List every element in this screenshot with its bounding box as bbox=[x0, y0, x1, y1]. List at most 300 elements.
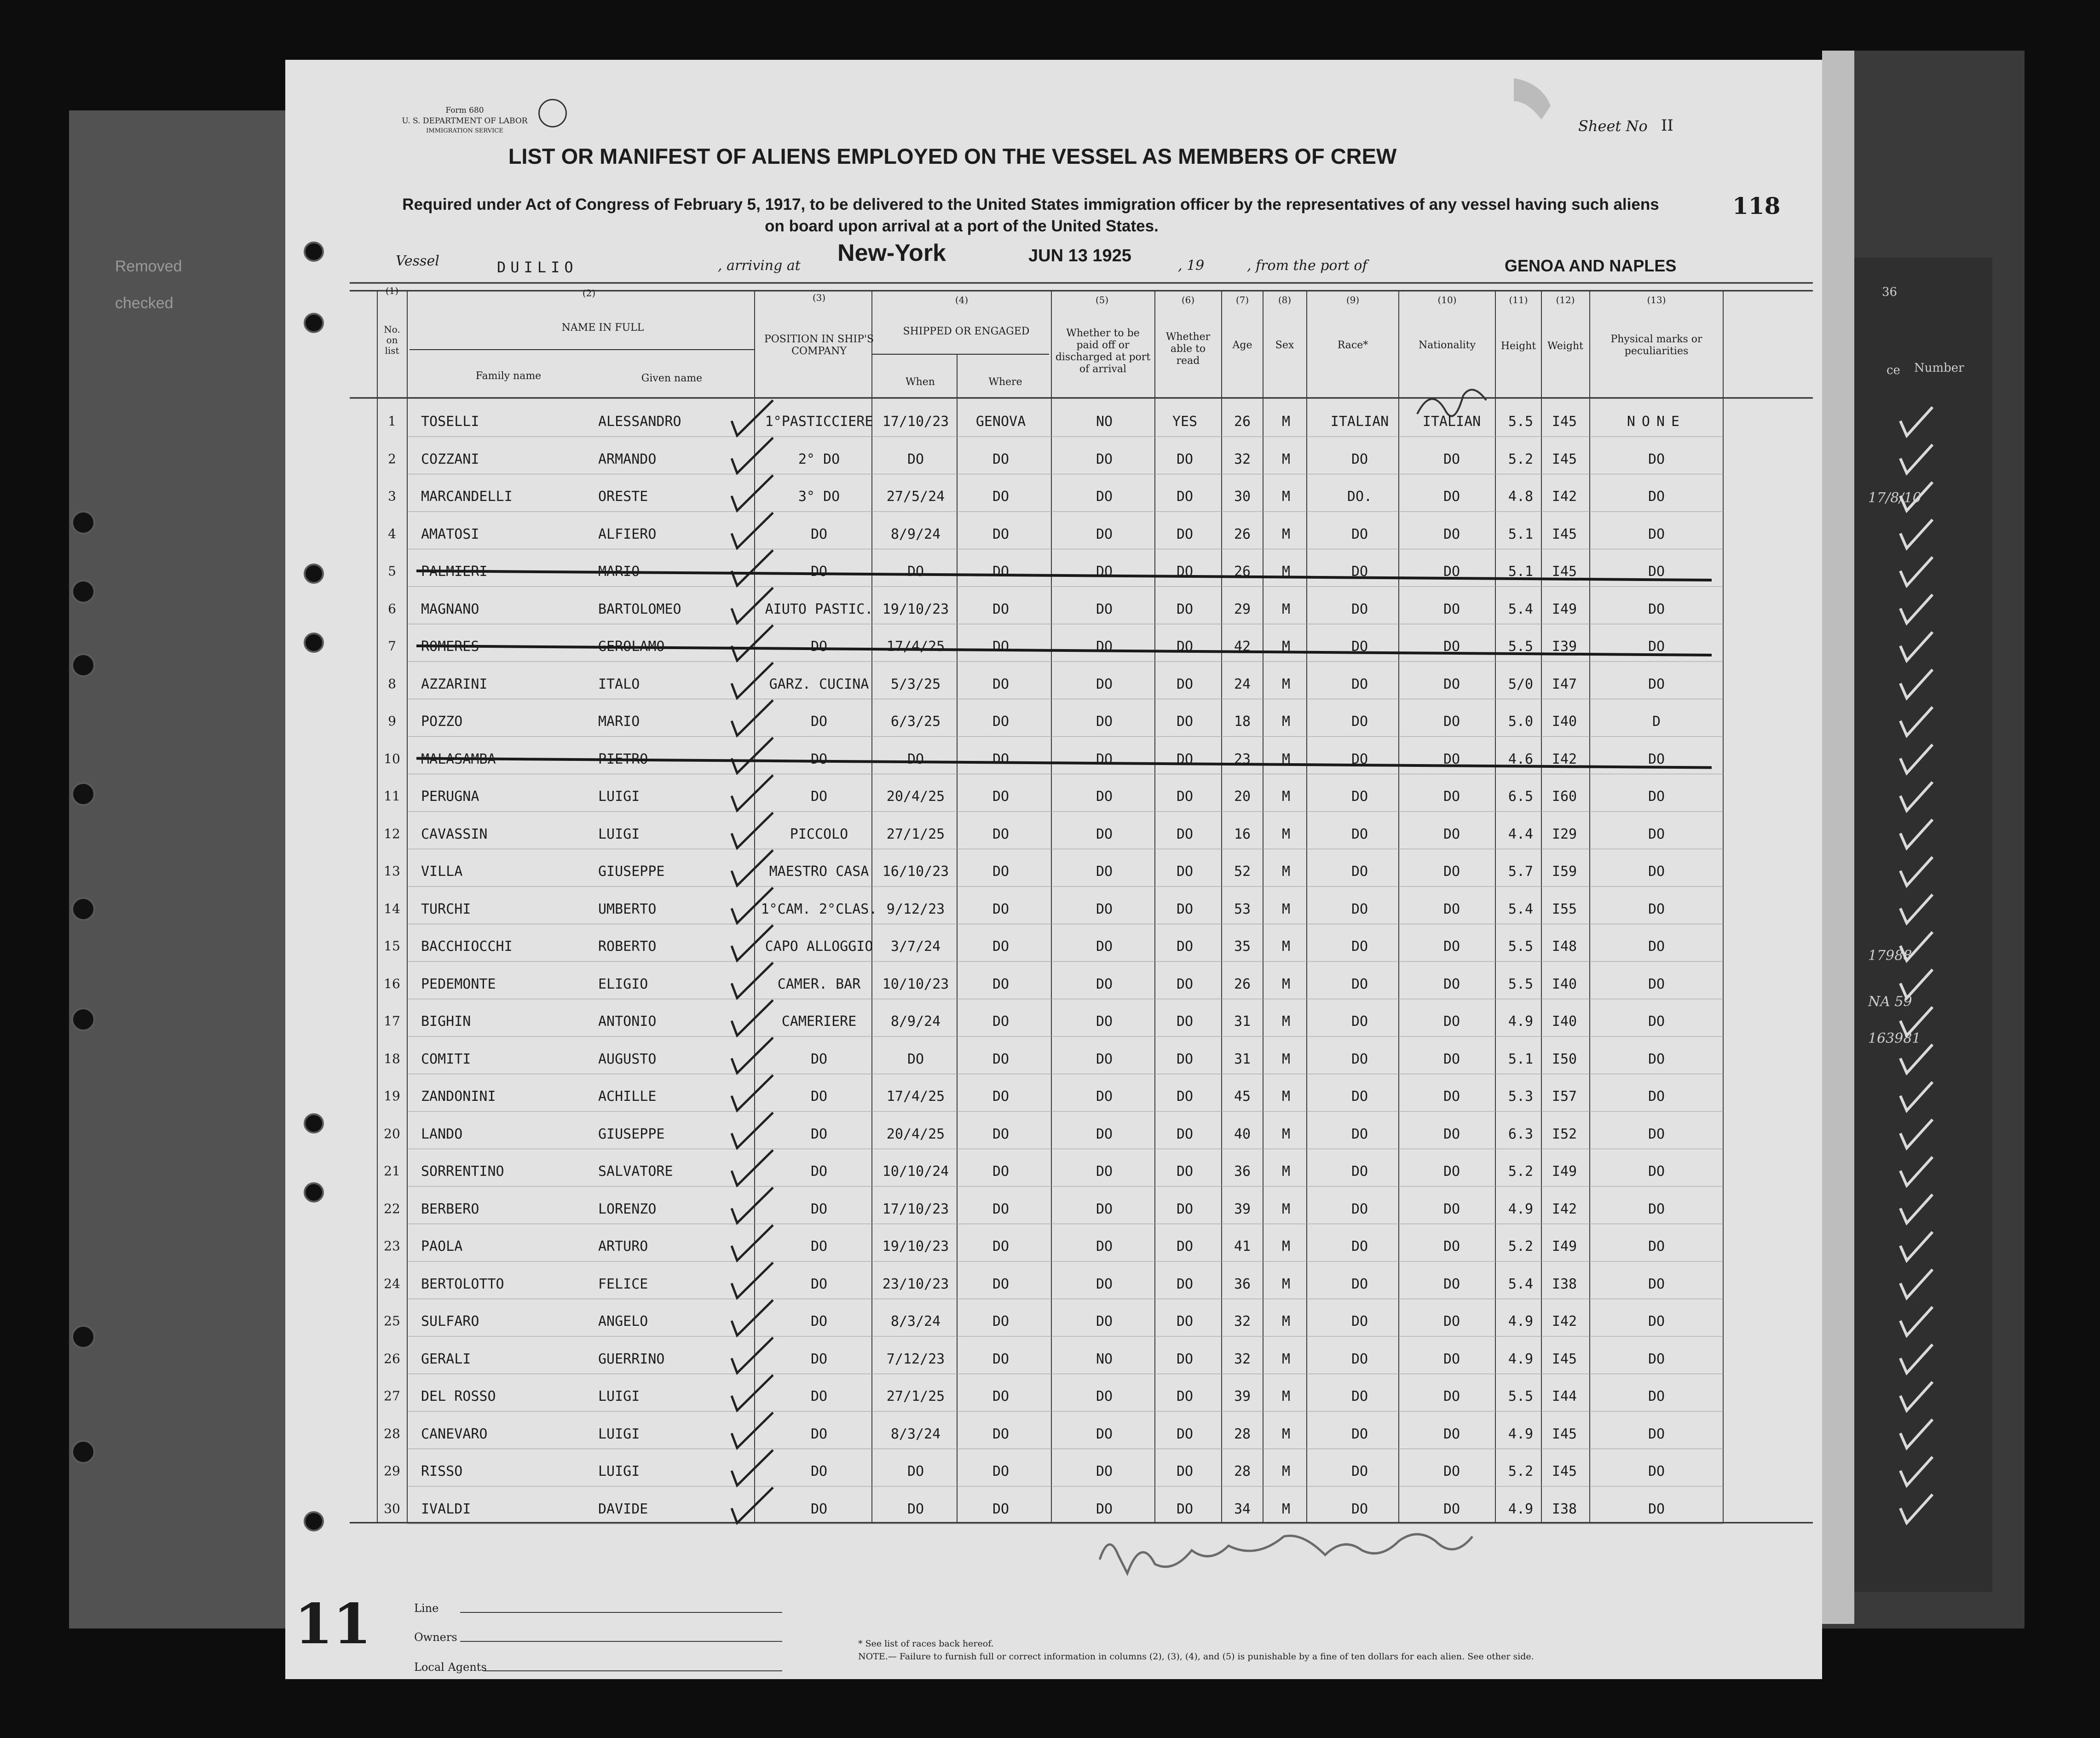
paid-off: DO bbox=[1096, 751, 1113, 767]
height: 5.4 bbox=[1508, 601, 1534, 617]
col-9-header: Race* bbox=[1337, 340, 1368, 351]
nationality: DO bbox=[1443, 901, 1460, 917]
given-name: ACHILLE bbox=[598, 1088, 657, 1105]
race: DO bbox=[1351, 1126, 1368, 1142]
physical-marks: DO bbox=[1648, 1051, 1665, 1067]
col-11-header: Height bbox=[1500, 340, 1536, 352]
paid-off: DO bbox=[1096, 938, 1113, 955]
col-6-number: (6) bbox=[1181, 294, 1195, 305]
shipped-where: DO bbox=[992, 451, 1010, 467]
physical-marks: DO bbox=[1648, 1201, 1665, 1217]
family-name: POZZO bbox=[421, 714, 463, 730]
paid-off: DO bbox=[1096, 1463, 1113, 1479]
position: DO bbox=[810, 788, 828, 805]
paid-off: DO bbox=[1096, 863, 1113, 880]
family-name: PALMIERI bbox=[421, 564, 488, 580]
race: DO bbox=[1351, 751, 1368, 767]
checkmark-icon bbox=[732, 438, 773, 473]
given-name: SALVATORE bbox=[598, 1163, 673, 1180]
col-5-header: Whether to be paid off or discharged at port of arrival bbox=[1055, 328, 1151, 375]
shipped-when: 8/3/24 bbox=[890, 1313, 941, 1329]
physical-marks: DO bbox=[1648, 1088, 1665, 1105]
height: 5.5 bbox=[1508, 414, 1534, 430]
weight: I45 bbox=[1552, 414, 1577, 430]
paid-off: DO bbox=[1096, 1201, 1113, 1217]
given-name: GIUSEPPE bbox=[598, 863, 665, 880]
age: 28 bbox=[1234, 1463, 1251, 1479]
position: DO bbox=[810, 1501, 828, 1517]
age: 36 bbox=[1234, 1163, 1251, 1180]
margin-tick-icon bbox=[1900, 1232, 1933, 1260]
nationality: DO bbox=[1443, 1088, 1460, 1105]
col-11-number: (11) bbox=[1509, 294, 1528, 305]
row-number: 5 bbox=[388, 564, 396, 579]
col-13-number: (13) bbox=[1647, 294, 1666, 305]
margin-tick-icon bbox=[1900, 782, 1933, 811]
shipped-where: DO bbox=[992, 601, 1010, 617]
margin-tick-icon bbox=[1900, 595, 1933, 623]
right-col-num: 36 bbox=[1882, 285, 1898, 299]
shipped-where: DO bbox=[992, 938, 1010, 955]
given-name: ROBERTO bbox=[598, 938, 657, 955]
checkmark-icon bbox=[732, 1188, 773, 1223]
sex: M bbox=[1281, 526, 1291, 542]
weight: I45 bbox=[1552, 1351, 1577, 1367]
age: 39 bbox=[1234, 1201, 1251, 1217]
paid-off: NO bbox=[1096, 1351, 1113, 1367]
col-5-number: (5) bbox=[1095, 294, 1109, 305]
shipped-when: DO bbox=[907, 1051, 924, 1067]
race: DO bbox=[1351, 826, 1368, 842]
shipped-where: DO bbox=[992, 1238, 1010, 1255]
position: CAMERIERE bbox=[781, 1013, 857, 1030]
shipped-where: DO bbox=[992, 1088, 1010, 1105]
shipped-where: DO bbox=[992, 788, 1010, 805]
age: 45 bbox=[1234, 1088, 1251, 1105]
race: DO bbox=[1351, 863, 1368, 880]
checkmark-icon bbox=[732, 700, 773, 736]
position: DO bbox=[810, 1201, 828, 1217]
nationality: DO bbox=[1443, 601, 1460, 617]
paid-off: DO bbox=[1096, 714, 1113, 730]
height: 5.0 bbox=[1508, 714, 1534, 730]
position: DO bbox=[810, 526, 828, 542]
height: 5.5 bbox=[1508, 1388, 1534, 1404]
paid-off: DO bbox=[1096, 1501, 1113, 1517]
paid-off: DO bbox=[1096, 1126, 1113, 1142]
race: DO bbox=[1351, 564, 1368, 580]
race: DO bbox=[1351, 976, 1368, 992]
given-name: LUIGI bbox=[598, 826, 640, 842]
nationality: DO bbox=[1443, 788, 1460, 805]
checkmark-icon bbox=[732, 738, 773, 773]
checkmark-icon bbox=[732, 1113, 773, 1148]
shipped-where: DO bbox=[992, 1276, 1010, 1292]
physical-marks: DO bbox=[1648, 1426, 1665, 1442]
nationality: DO bbox=[1443, 1501, 1460, 1517]
row-number: 8 bbox=[388, 676, 396, 691]
margin-tick-icon bbox=[1900, 707, 1933, 736]
family-name: CAVASSIN bbox=[421, 826, 488, 842]
weight: I40 bbox=[1552, 976, 1577, 992]
given-name: MARIO bbox=[598, 564, 640, 580]
age: 40 bbox=[1234, 1126, 1251, 1142]
line-label: Line bbox=[414, 1602, 439, 1615]
race: DO bbox=[1351, 1313, 1368, 1329]
sheet-label: Sheet No bbox=[1578, 117, 1648, 135]
weight: I45 bbox=[1552, 1426, 1577, 1442]
handwritten-scribble bbox=[1417, 390, 1486, 416]
physical-marks: DO bbox=[1648, 1501, 1665, 1517]
able-to-read: DO bbox=[1176, 1238, 1194, 1255]
given-name: LORENZO bbox=[598, 1201, 657, 1217]
checkmark-icon bbox=[732, 813, 773, 848]
given-name: ITALO bbox=[598, 676, 640, 692]
physical-marks: DO bbox=[1648, 1388, 1665, 1404]
nationality: DO bbox=[1443, 564, 1460, 580]
row-number: 23 bbox=[384, 1238, 400, 1254]
family-name: SORRENTINO bbox=[421, 1163, 504, 1180]
family-name: LANDO bbox=[421, 1126, 463, 1142]
race: DO bbox=[1351, 1426, 1368, 1442]
family-name: PERUGNA bbox=[421, 788, 479, 805]
nationality: DO bbox=[1443, 526, 1460, 542]
col-10-header: Nationality bbox=[1418, 340, 1476, 351]
page-title: LIST OR MANIFEST OF ALIENS EMPLOYED ON THE VESSEL AS MEMBERS OF CREW bbox=[508, 144, 1397, 168]
nationality: DO bbox=[1443, 938, 1460, 955]
height: 6.5 bbox=[1508, 788, 1534, 805]
family-name: SULFARO bbox=[421, 1313, 479, 1329]
position: DO bbox=[810, 564, 828, 580]
age: 32 bbox=[1234, 1313, 1251, 1329]
shipped-when: 17/4/25 bbox=[886, 1088, 945, 1105]
shipped-where: GENOVA bbox=[975, 414, 1026, 430]
shipped-where: DO bbox=[992, 1501, 1010, 1517]
row-number: 9 bbox=[388, 714, 396, 729]
margin-tick-icon bbox=[1900, 1420, 1933, 1448]
weight: I57 bbox=[1552, 1088, 1577, 1105]
position: DO bbox=[810, 1313, 828, 1329]
col-2a-header: Family name bbox=[475, 370, 542, 382]
able-to-read: DO bbox=[1176, 601, 1194, 617]
given-name: GUERRINO bbox=[598, 1351, 665, 1367]
margin-tick-icon bbox=[1900, 1457, 1933, 1485]
margin-tick-icon bbox=[1900, 932, 1933, 961]
weight: I55 bbox=[1552, 901, 1577, 917]
col-6-header: Whether able to read bbox=[1165, 331, 1211, 367]
sex: M bbox=[1281, 1313, 1291, 1329]
shipped-when: DO bbox=[907, 1501, 924, 1517]
shipped-where: DO bbox=[992, 1426, 1010, 1442]
sex: M bbox=[1281, 639, 1291, 655]
able-to-read: DO bbox=[1176, 1501, 1194, 1517]
shipped-when: DO bbox=[907, 751, 924, 767]
paid-off: DO bbox=[1096, 1013, 1113, 1030]
family-name: CANEVARO bbox=[421, 1426, 488, 1442]
race: DO bbox=[1351, 1051, 1368, 1067]
sex: M bbox=[1281, 1426, 1291, 1442]
height: 4.4 bbox=[1508, 826, 1534, 842]
age: 52 bbox=[1234, 863, 1251, 880]
paid-off: DO bbox=[1096, 901, 1113, 917]
shipped-when: DO bbox=[907, 451, 924, 467]
physical-marks: DO bbox=[1648, 1351, 1665, 1367]
able-to-read: DO bbox=[1176, 863, 1194, 880]
height: 4.9 bbox=[1508, 1201, 1534, 1217]
able-to-read: YES bbox=[1172, 414, 1198, 430]
physical-marks: DO bbox=[1648, 788, 1665, 805]
shipped-where: DO bbox=[992, 489, 1010, 505]
right-note: NA 59 bbox=[1868, 994, 1912, 1010]
margin-tick-icon bbox=[1900, 857, 1933, 886]
height: 5.5 bbox=[1508, 976, 1534, 992]
row-number: 30 bbox=[384, 1501, 400, 1516]
checkmark-icon bbox=[732, 1225, 773, 1260]
able-to-read: DO bbox=[1176, 1163, 1194, 1180]
sex: M bbox=[1281, 1463, 1291, 1479]
sex: M bbox=[1281, 714, 1291, 730]
physical-marks: DO bbox=[1648, 526, 1665, 542]
age: 42 bbox=[1234, 639, 1251, 655]
family-name: MARCANDELLI bbox=[421, 489, 513, 505]
able-to-read: DO bbox=[1176, 1126, 1194, 1142]
sex: M bbox=[1281, 1388, 1291, 1404]
nationality: DO bbox=[1443, 1426, 1460, 1442]
weight: I42 bbox=[1552, 489, 1577, 505]
position: CAPO ALLOGGIO bbox=[765, 938, 873, 955]
position: GARZ. CUCINA bbox=[769, 676, 869, 692]
shipped-when: 19/10/23 bbox=[882, 601, 949, 617]
position: AIUTO PASTIC. bbox=[765, 601, 873, 617]
family-name: BACCHIOCCHI bbox=[421, 938, 513, 955]
shipped-where: DO bbox=[992, 1351, 1010, 1367]
paid-off: DO bbox=[1096, 1388, 1113, 1404]
position: 1°CAM. 2°CLAS. bbox=[761, 901, 877, 917]
col-4a-header: When bbox=[906, 376, 935, 388]
age: 41 bbox=[1234, 1238, 1251, 1255]
shipped-when: 17/10/23 bbox=[882, 1201, 949, 1217]
family-name: ROMERES bbox=[421, 639, 479, 655]
race: DO bbox=[1351, 1163, 1368, 1180]
paid-off: DO bbox=[1096, 526, 1113, 542]
col-2-number: (2) bbox=[582, 288, 596, 299]
margin-tick-icon bbox=[1900, 1045, 1933, 1073]
col-12-header: Weight bbox=[1547, 340, 1583, 352]
arriving-port: New-York bbox=[837, 240, 946, 266]
shipped-when: 27/1/25 bbox=[886, 826, 945, 842]
physical-marks: NONE bbox=[1627, 414, 1686, 430]
sex: M bbox=[1281, 863, 1291, 880]
family-name: TOSELLI bbox=[421, 414, 479, 430]
position: MAESTRO CASA bbox=[769, 863, 869, 880]
position: DO bbox=[810, 1088, 828, 1105]
able-to-read: DO bbox=[1176, 1351, 1194, 1367]
checkmark-icon bbox=[732, 850, 773, 886]
department: U. S. DEPARTMENT OF LABOR bbox=[402, 116, 528, 126]
height: 5.5 bbox=[1508, 938, 1534, 955]
shipped-where: DO bbox=[992, 564, 1010, 580]
position: DO bbox=[810, 751, 828, 767]
physical-marks: DO bbox=[1648, 901, 1665, 917]
weight: I50 bbox=[1552, 1051, 1577, 1067]
weight: I49 bbox=[1552, 1163, 1577, 1180]
checkmark-icon bbox=[732, 1450, 773, 1485]
row-number: 14 bbox=[384, 901, 400, 916]
row-number: 1 bbox=[388, 414, 396, 429]
weight: I47 bbox=[1552, 676, 1577, 692]
shipped-when: 17/10/23 bbox=[882, 414, 949, 430]
family-name: COMITI bbox=[421, 1051, 471, 1067]
able-to-read: DO bbox=[1176, 751, 1194, 767]
margin-tick-icon bbox=[1900, 1195, 1933, 1223]
able-to-read: DO bbox=[1176, 788, 1194, 805]
checkmark-icon bbox=[732, 775, 773, 811]
age: 26 bbox=[1234, 414, 1251, 430]
col-7-header: Age bbox=[1232, 340, 1252, 351]
paid-off: DO bbox=[1096, 1276, 1113, 1292]
age: 18 bbox=[1234, 714, 1251, 730]
physical-marks: DO bbox=[1648, 863, 1665, 880]
weight: I45 bbox=[1552, 1463, 1577, 1479]
sex: M bbox=[1281, 489, 1291, 505]
row-number: 27 bbox=[384, 1388, 400, 1404]
checkmark-icon bbox=[732, 963, 773, 998]
weight: I45 bbox=[1552, 526, 1577, 542]
shipped-when: 8/3/24 bbox=[890, 1426, 941, 1442]
sex: M bbox=[1281, 788, 1291, 805]
position: DO bbox=[810, 1463, 828, 1479]
physical-marks: D bbox=[1652, 714, 1661, 730]
row-number: 10 bbox=[384, 751, 400, 766]
race: DO bbox=[1351, 1351, 1368, 1367]
checkmark-icon bbox=[732, 1263, 773, 1298]
given-name: GIUSEPPE bbox=[598, 1126, 665, 1142]
shipped-where: DO bbox=[992, 1126, 1010, 1142]
race: DO bbox=[1351, 1201, 1368, 1217]
age: 39 bbox=[1234, 1388, 1251, 1404]
race: DO bbox=[1351, 451, 1368, 467]
margin-tick-icon bbox=[1900, 895, 1933, 923]
col-4-number: (4) bbox=[955, 294, 969, 305]
margin-tick-icon bbox=[1900, 557, 1933, 586]
paid-off: DO bbox=[1096, 826, 1113, 842]
weight: I52 bbox=[1552, 1126, 1577, 1142]
able-to-read: DO bbox=[1176, 676, 1194, 692]
family-name: MALASAMBA bbox=[421, 751, 496, 767]
race: DO bbox=[1351, 714, 1368, 730]
position: DO bbox=[810, 1351, 828, 1367]
checkmark-icon bbox=[732, 1075, 773, 1111]
row-number: 22 bbox=[384, 1201, 400, 1216]
physical-marks: DO bbox=[1648, 1313, 1665, 1329]
year-label: , 19 bbox=[1178, 258, 1205, 274]
margin-tick-icon bbox=[1900, 407, 1933, 436]
nationality: DO bbox=[1443, 1013, 1460, 1030]
nationality: ITALIAN bbox=[1422, 414, 1481, 430]
shipped-where: DO bbox=[992, 976, 1010, 992]
sex: M bbox=[1281, 1238, 1291, 1255]
physical-marks: DO bbox=[1648, 1238, 1665, 1255]
physical-marks: DO bbox=[1648, 639, 1665, 655]
nationality: DO bbox=[1443, 1388, 1460, 1404]
shipped-when: 23/10/23 bbox=[882, 1276, 949, 1292]
fine-note: NOTE.— Failure to furnish full or correct information in columns (2), (3), (4), and (5) is punishable by a fine of ten dollars for each alien. See other side. bbox=[858, 1652, 1534, 1662]
left-stamp-checked: checked bbox=[115, 294, 173, 312]
physical-marks: DO bbox=[1648, 601, 1665, 617]
race: DO bbox=[1351, 938, 1368, 955]
shipped-where: DO bbox=[992, 901, 1010, 917]
shipped-when: 8/9/24 bbox=[890, 526, 941, 542]
nationality: DO bbox=[1443, 676, 1460, 692]
shipped-when: 17/4/25 bbox=[886, 639, 945, 655]
paid-off: DO bbox=[1096, 601, 1113, 617]
shipped-where: DO bbox=[992, 1463, 1010, 1479]
shipped-where: DO bbox=[992, 676, 1010, 692]
given-name: DAVIDE bbox=[598, 1501, 648, 1517]
able-to-read: DO bbox=[1176, 976, 1194, 992]
nationality: DO bbox=[1443, 451, 1460, 467]
position: CAMER. BAR bbox=[777, 976, 861, 992]
row-number: 18 bbox=[384, 1051, 400, 1066]
sex: M bbox=[1281, 564, 1291, 580]
sex: M bbox=[1281, 1276, 1291, 1292]
weight: I38 bbox=[1552, 1276, 1577, 1292]
given-name: ALFIERO bbox=[598, 526, 657, 542]
position: DO bbox=[810, 714, 828, 730]
able-to-read: DO bbox=[1176, 489, 1194, 505]
height: 5/0 bbox=[1508, 676, 1534, 692]
weight: I45 bbox=[1552, 564, 1577, 580]
row-number: 4 bbox=[388, 526, 396, 541]
able-to-read: DO bbox=[1176, 714, 1194, 730]
weight: I42 bbox=[1552, 751, 1577, 767]
age: 26 bbox=[1234, 976, 1251, 992]
position: DO bbox=[810, 1426, 828, 1442]
physical-marks: DO bbox=[1648, 1163, 1665, 1180]
given-name: LUIGI bbox=[598, 1426, 640, 1442]
shipped-when: 27/5/24 bbox=[886, 489, 945, 505]
sex: M bbox=[1281, 676, 1291, 692]
given-name: BARTOLOMEO bbox=[598, 601, 681, 617]
paid-off: DO bbox=[1096, 564, 1113, 580]
race: ITALIAN bbox=[1330, 414, 1389, 430]
shipped-when: 8/9/24 bbox=[890, 1013, 941, 1030]
margin-tick-icon bbox=[1900, 670, 1933, 698]
margin-tick-icon bbox=[1900, 632, 1933, 661]
col-12-number: (12) bbox=[1556, 294, 1575, 305]
given-name: FELICE bbox=[598, 1276, 648, 1292]
paid-off: DO bbox=[1096, 788, 1113, 805]
checkmark-icon bbox=[732, 1338, 773, 1373]
given-name: PIETRO bbox=[598, 751, 648, 767]
shipped-when: 5/3/25 bbox=[890, 676, 941, 692]
age: 24 bbox=[1234, 676, 1251, 692]
height: 4.9 bbox=[1508, 1013, 1534, 1030]
height: 5.4 bbox=[1508, 901, 1534, 917]
shipped-where: DO bbox=[992, 863, 1010, 880]
race: DO bbox=[1351, 639, 1368, 655]
age: 28 bbox=[1234, 1426, 1251, 1442]
position: 3° DO bbox=[798, 489, 840, 505]
family-name: BIGHIN bbox=[421, 1013, 471, 1030]
col-3-number: (3) bbox=[812, 292, 826, 303]
able-to-read: DO bbox=[1176, 1088, 1194, 1105]
vessel-label: Vessel bbox=[396, 253, 439, 269]
margin-tick-icon bbox=[1900, 1157, 1933, 1186]
age: 32 bbox=[1234, 451, 1251, 467]
physical-marks: DO bbox=[1648, 976, 1665, 992]
checkmark-icon bbox=[732, 1150, 773, 1186]
